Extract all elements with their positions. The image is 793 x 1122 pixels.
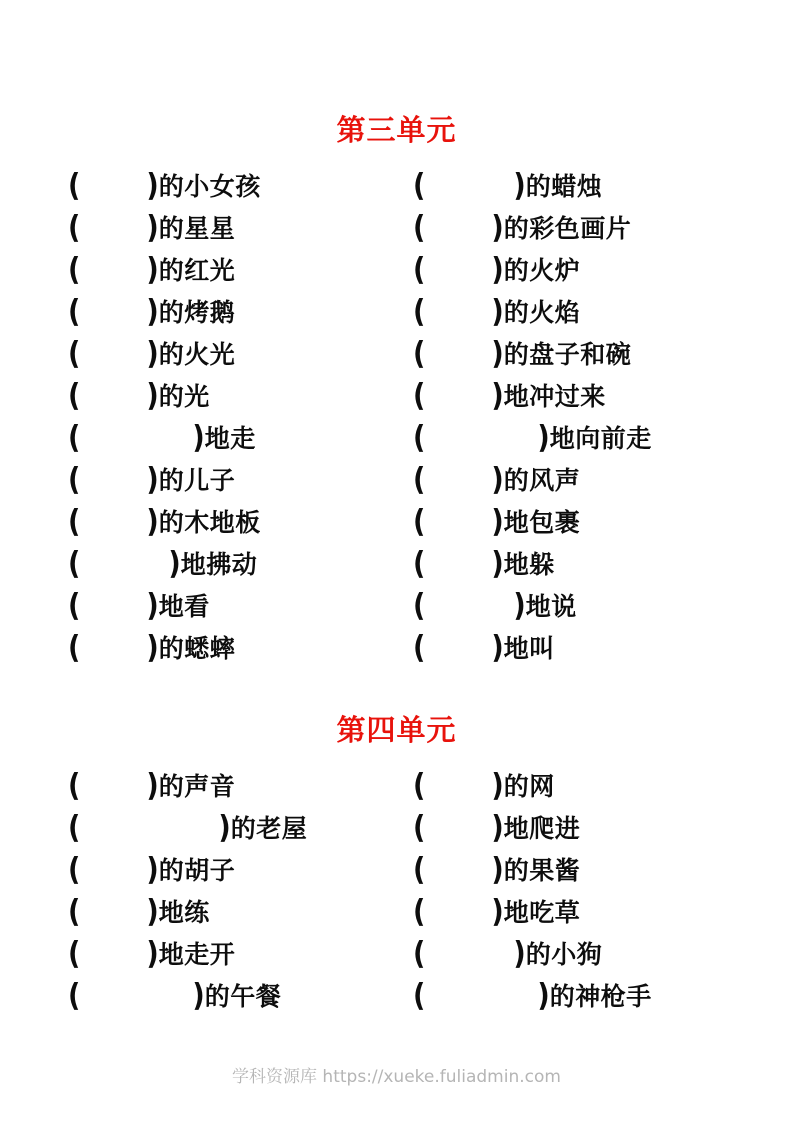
exercise-item [413,251,793,287]
open-paren-symbol: ( [68,167,81,203]
open-paren-symbol: ( [413,209,426,245]
exercise-row [68,764,793,806]
item-label: 的儿子 [158,466,236,495]
close-paren-symbol: ) [491,851,504,887]
answer-blank[interactable] [80,770,146,800]
open-paren-symbol: ( [68,419,81,455]
item-label: 地走 [204,424,256,453]
open-paren-symbol: ( [413,629,426,665]
item-label: 的烤鹅 [158,298,236,327]
close-paren-symbol: ) [513,587,526,623]
open-paren-symbol: ( [413,377,426,413]
close-paren-symbol: ) [168,545,181,581]
exercise-item [68,335,413,371]
exercise-item [68,767,413,803]
exercise-item [68,419,413,455]
close-paren-symbol: ) [192,419,205,455]
item-label: 地吃草 [503,898,581,927]
close-paren-symbol: ) [513,935,526,971]
answer-blank[interactable] [80,548,168,578]
open-paren-symbol: ( [413,545,426,581]
item-label: 的蜡烛 [525,172,603,201]
item-label: 的光 [158,382,210,411]
exercise-row [68,206,793,248]
close-paren-symbol: ) [146,251,159,287]
open-paren-symbol: ( [68,251,81,287]
open-paren-symbol: ( [413,587,426,623]
item-label: 的盘子和碗 [503,340,632,369]
open-paren-symbol: ( [68,767,81,803]
open-paren-symbol: ( [413,503,426,539]
exercise-item [413,587,793,623]
close-paren-symbol: ) [491,293,504,329]
answer-blank[interactable] [425,506,491,536]
close-paren-symbol: ) [146,767,159,803]
item-label: 地包裹 [503,508,581,537]
open-paren-symbol: ( [68,209,81,245]
item-label: 地说 [525,592,577,621]
answer-blank[interactable] [80,464,146,494]
open-paren-symbol: ( [68,977,81,1013]
item-label: 地叫 [503,634,555,663]
open-paren-symbol: ( [68,629,81,665]
exercise-row [68,458,793,500]
exercise-item [68,893,413,929]
open-paren-symbol: ( [413,893,426,929]
open-paren-symbol: ( [68,335,81,371]
open-paren-symbol: ( [68,545,81,581]
exercise-item [68,977,413,1013]
exercise-item [68,377,413,413]
item-label: 的木地板 [158,508,261,537]
answer-blank[interactable] [425,296,491,326]
close-paren-symbol: ) [491,377,504,413]
exercise-item [413,851,793,887]
section-title-unit3: 第三单元 [336,113,457,147]
item-label: 的红光 [158,256,236,285]
answer-blank[interactable] [425,938,513,968]
exercise-row [68,332,793,374]
exercise-item [413,377,793,413]
open-paren-symbol: ( [68,293,81,329]
answer-blank[interactable] [80,632,146,662]
close-paren-symbol: ) [192,977,205,1013]
item-label: 的网 [503,772,555,801]
close-paren-symbol: ) [491,767,504,803]
open-paren-symbol: ( [68,503,81,539]
close-paren-symbol: ) [146,893,159,929]
answer-blank[interactable] [80,254,146,284]
answer-blank[interactable] [425,380,491,410]
item-label: 的声音 [158,772,236,801]
close-paren-symbol: ) [146,293,159,329]
answer-blank[interactable] [80,590,146,620]
close-paren-symbol: ) [491,251,504,287]
answer-blank[interactable] [425,170,513,200]
exercise-item [68,851,413,887]
answer-blank[interactable] [80,506,146,536]
close-paren-symbol: ) [537,419,550,455]
item-label: 的果酱 [503,856,581,885]
open-paren-symbol: ( [413,851,426,887]
item-label: 的小女孩 [158,172,261,201]
exercise-item [413,767,793,803]
exercise-item [413,209,793,245]
answer-blank[interactable] [80,422,192,452]
exercise-row [68,374,793,416]
item-label: 地向前走 [549,424,652,453]
answer-blank[interactable] [80,338,146,368]
open-paren-symbol: ( [413,461,426,497]
exercise-item [413,461,793,497]
open-paren-symbol: ( [413,809,426,845]
open-paren-symbol: ( [68,851,81,887]
answer-blank[interactable] [425,254,491,284]
answer-blank[interactable] [425,338,491,368]
close-paren-symbol: ) [537,977,550,1013]
answer-blank[interactable] [80,896,146,926]
open-paren-symbol: ( [413,167,426,203]
footer-watermark: 学科资源库 https://xueke.fuliadmin.com [232,1067,561,1087]
open-paren-symbol: ( [413,419,426,455]
close-paren-symbol: ) [513,167,526,203]
open-paren-symbol: ( [68,893,81,929]
close-paren-symbol: ) [491,209,504,245]
open-paren-symbol: ( [413,977,426,1013]
exercise-row [68,974,793,1016]
exercise-item [68,587,413,623]
exercise-item [413,293,793,329]
answer-blank[interactable] [425,854,491,884]
answer-blank[interactable] [80,380,146,410]
close-paren-symbol: ) [146,851,159,887]
exercise-item [413,419,793,455]
close-paren-symbol: ) [218,809,231,845]
item-label: 地爬进 [503,814,581,843]
open-paren-symbol: ( [413,251,426,287]
item-label: 的火炉 [503,256,581,285]
exercise-item [68,503,413,539]
answer-blank[interactable] [425,548,491,578]
item-label: 的胡子 [158,856,236,885]
exercise-item [68,809,413,845]
answer-blank[interactable] [80,812,218,842]
open-paren-symbol: ( [413,335,426,371]
answer-blank[interactable] [80,854,146,884]
item-label: 地看 [158,592,210,621]
answer-blank[interactable] [425,590,513,620]
exercise-item [68,935,413,971]
exercise-row [68,806,793,848]
item-label: 的火光 [158,340,236,369]
exercise-item [413,977,793,1013]
exercise-rows-unit4 [0,764,793,1016]
answer-blank[interactable] [425,464,491,494]
close-paren-symbol: ) [146,629,159,665]
open-paren-symbol: ( [68,587,81,623]
exercise-item [413,893,793,929]
close-paren-symbol: ) [146,461,159,497]
item-label: 的风声 [503,466,581,495]
exercise-item [413,503,793,539]
answer-blank[interactable] [425,422,537,452]
answer-blank[interactable] [425,980,537,1010]
item-label: 地拂动 [180,550,258,579]
answer-blank[interactable] [80,980,192,1010]
answer-blank[interactable] [80,938,146,968]
exercise-row [68,848,793,890]
close-paren-symbol: ) [146,167,159,203]
close-paren-symbol: ) [146,209,159,245]
answer-blank[interactable] [80,212,146,242]
close-paren-symbol: ) [146,377,159,413]
open-paren-symbol: ( [413,767,426,803]
exercise-item [413,545,793,581]
item-label: 地冲过来 [503,382,606,411]
answer-blank[interactable] [425,896,491,926]
section-title-unit4: 第四单元 [336,713,457,747]
close-paren-symbol: ) [146,935,159,971]
exercise-item [413,809,793,845]
open-paren-symbol: ( [68,461,81,497]
exercise-item [413,935,793,971]
item-label: 地走开 [158,940,236,969]
close-paren-symbol: ) [491,461,504,497]
open-paren-symbol: ( [413,935,426,971]
answer-blank[interactable] [425,212,491,242]
answer-blank[interactable] [80,296,146,326]
answer-blank[interactable] [425,632,491,662]
exercise-row [68,584,793,626]
item-label: 地练 [158,898,210,927]
exercise-row [68,164,793,206]
exercise-row [68,626,793,668]
exercise-item [68,209,413,245]
item-label: 的火焰 [503,298,581,327]
close-paren-symbol: ) [491,893,504,929]
close-paren-symbol: ) [491,809,504,845]
exercise-item [68,545,413,581]
open-paren-symbol: ( [413,293,426,329]
exercise-row [68,542,793,584]
item-label: 的午餐 [204,982,282,1011]
exercise-item [413,167,793,203]
exercise-row [68,416,793,458]
item-label: 的星星 [158,214,236,243]
answer-blank[interactable] [425,770,491,800]
exercise-rows-unit3 [0,164,793,668]
close-paren-symbol: ) [491,545,504,581]
item-label: 的神枪手 [549,982,652,1011]
exercise-row [68,248,793,290]
open-paren-symbol: ( [68,935,81,971]
exercise-item [413,335,793,371]
exercise-row [68,500,793,542]
close-paren-symbol: ) [491,503,504,539]
exercise-item [413,629,793,665]
open-paren-symbol: ( [68,377,81,413]
exercise-row [68,932,793,974]
item-label: 的彩色画片 [503,214,632,243]
item-label: 的蟋蟀 [158,634,236,663]
open-paren-symbol: ( [68,809,81,845]
close-paren-symbol: ) [146,587,159,623]
exercise-item [68,293,413,329]
item-label: 的老屋 [230,814,308,843]
close-paren-symbol: ) [491,335,504,371]
close-paren-symbol: ) [146,503,159,539]
exercise-row [68,890,793,932]
exercise-item [68,251,413,287]
exercise-item [68,629,413,665]
close-paren-symbol: ) [491,629,504,665]
item-label: 的小狗 [525,940,603,969]
answer-blank[interactable] [80,170,146,200]
close-paren-symbol: ) [146,335,159,371]
exercise-item [68,167,413,203]
item-label: 地躲 [503,550,555,579]
exercise-item [68,461,413,497]
exercise-row [68,290,793,332]
answer-blank[interactable] [425,812,491,842]
